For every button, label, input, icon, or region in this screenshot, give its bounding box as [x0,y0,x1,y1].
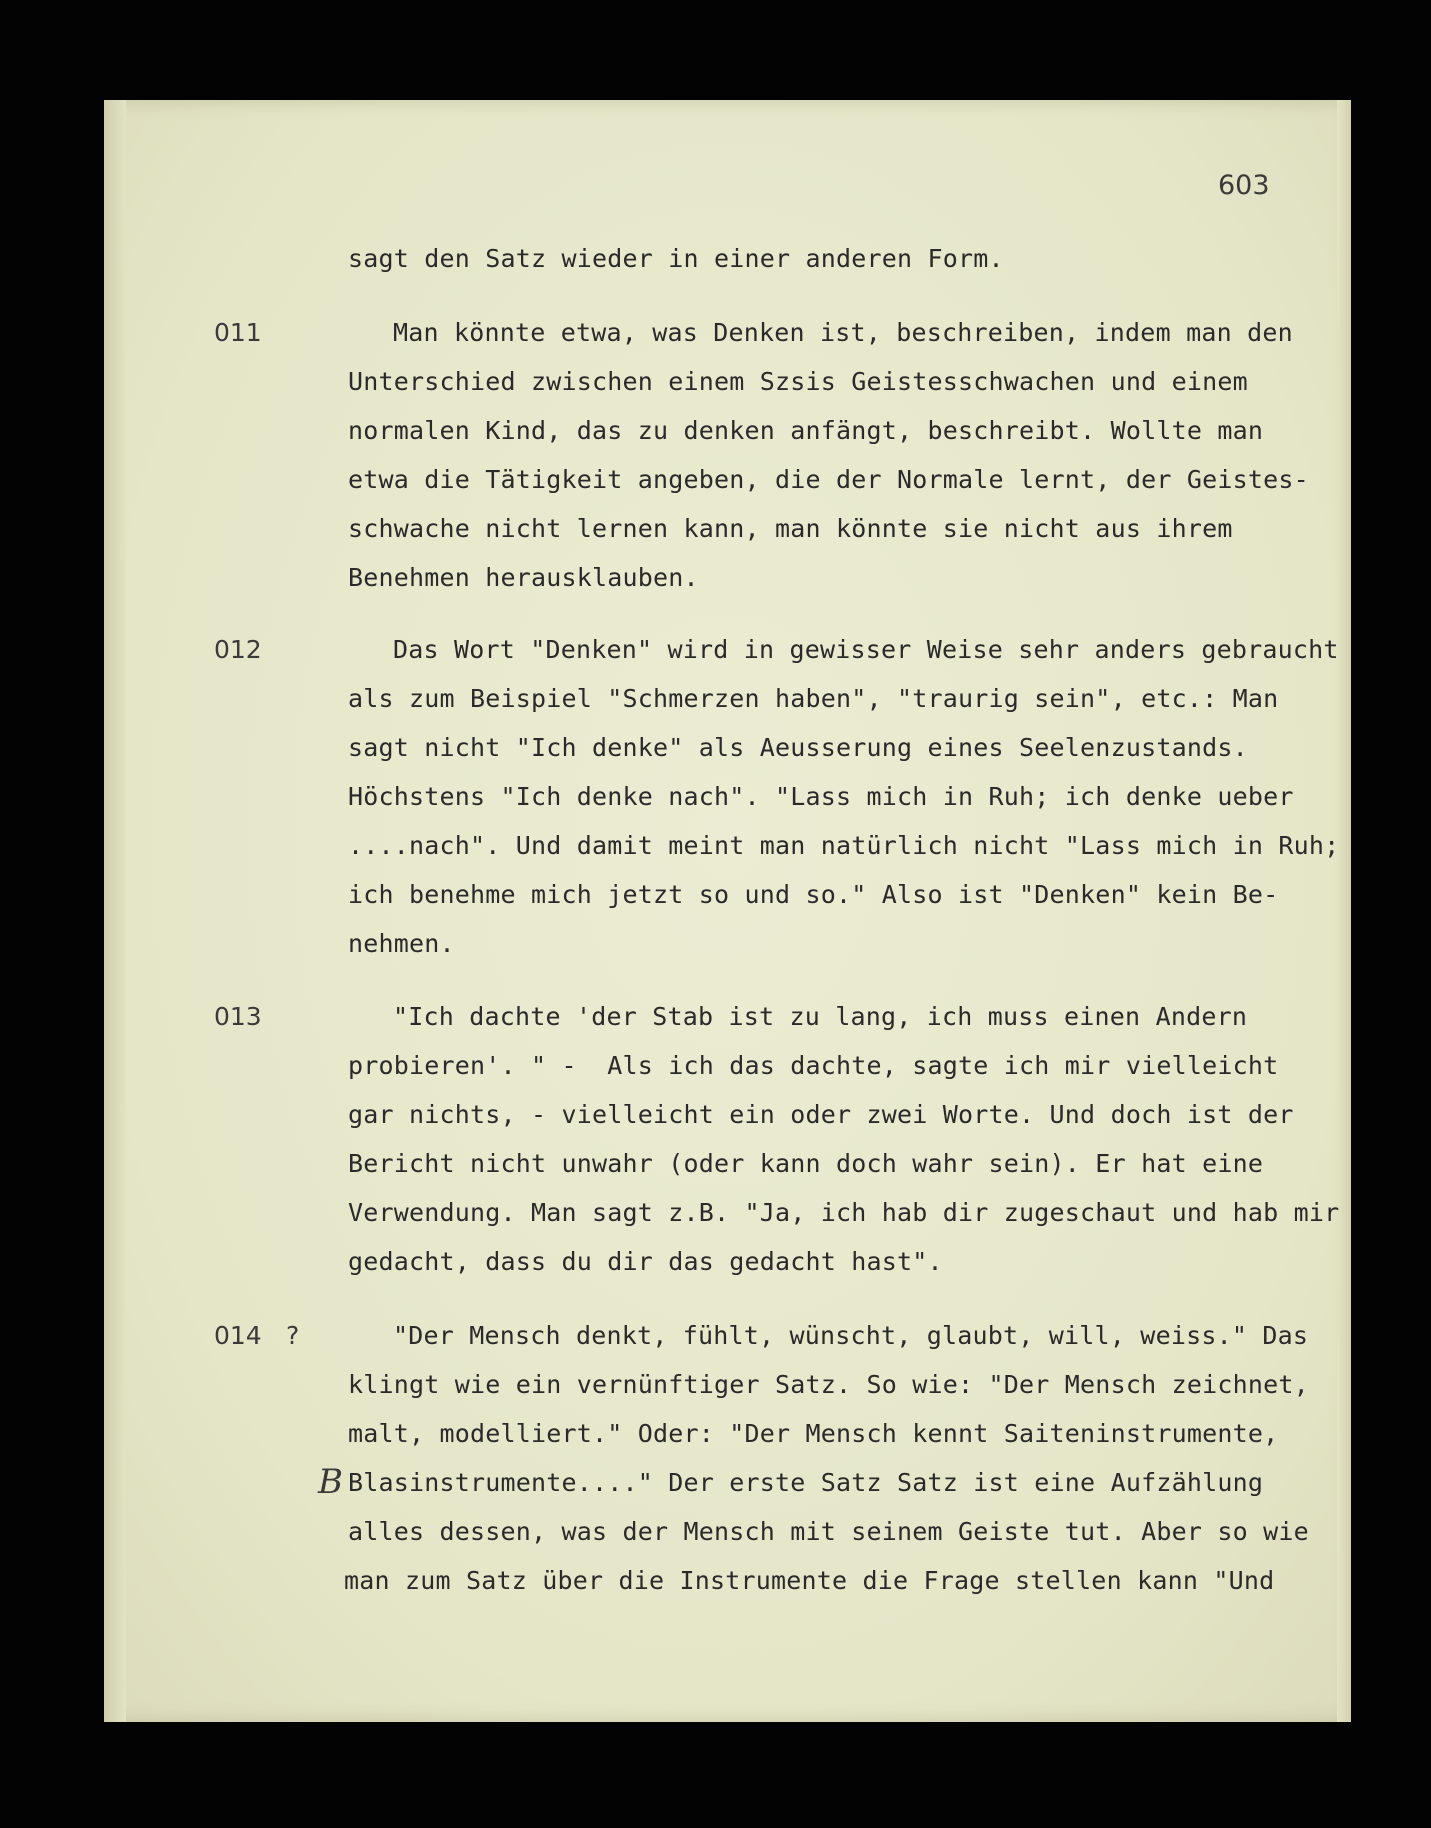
text-line: gedacht, dass du dir das gedacht hast". [348,1247,943,1276]
text-line: etwa die Tätigkeit angeben, die der Normale lernt, der Geistes- [348,465,1309,494]
paper-left-edge [104,100,126,1722]
text-line: klingt wie ein vernünftiger Satz. So wie: "Der Mensch zeichnet, [348,1370,1309,1399]
text-line: man zum Satz über die Instrumente die Frage stellen kann "Und [344,1566,1275,1595]
text-line: Höchstens "Ich denke nach". "Lass mich in Ruh; ich denke ueber [348,782,1294,811]
text-line: "Der Mensch denkt, fühlt, wünscht, glaubt, will, weiss." Das [393,1321,1309,1350]
text-line: alles dessen, was der Mensch mit seinem Geiste tut. Aber so wie [348,1517,1309,1546]
text-line: als zum Beispiel "Schmerzen haben", "traurig sein", etc.: Man [348,684,1279,713]
text-line: Bericht nicht unwahr (oder kann doch wahr sein). Er hat eine [348,1149,1264,1178]
paragraph-number-013: 013 [214,1002,262,1031]
text-line: gar nichts, - vielleicht ein oder zwei Worte. Und doch ist der [348,1100,1294,1129]
page-number: 603 [1218,170,1270,201]
text-line: "Ich dachte 'der Stab ist zu lang, ich muss einen Andern [393,1002,1248,1031]
text-line: Das Wort "Denken" wird in gewisser Weise sehr anders gebraucht [393,635,1339,664]
text-line: Man könnte etwa, was Denken ist, beschreiben, indem man den [393,318,1293,347]
text-line: normalen Kind, das zu denken anfängt, beschreibt. Wollte man [348,416,1264,445]
paragraph-number-011: 011 [214,318,262,347]
paragraph-number-012: 012 [214,635,262,664]
paragraph-number-014: 014 [214,1321,262,1350]
text-line: Verwendung. Man sagt z.B. "Ja, ich hab dir zugeschaut und hab mir [348,1198,1340,1227]
text-line: malt, modelliert." Oder: "Der Mensch kennt Saiteninstrumente, [348,1419,1279,1448]
text-line: Benehmen herausklauben. [348,563,699,592]
text-line: sagt den Satz wieder in einer anderen Form. [348,244,1004,273]
query-mark: ? [286,1321,300,1350]
handwritten-note: B [318,1462,343,1502]
paper-right-edge [1337,100,1351,1722]
text-line: nehmen. [348,929,455,958]
text-line: ....nach". Und damit meint man natürlich nicht "Lass mich in Ruh; [348,831,1340,860]
text-line: schwache nicht lernen kann, man könnte sie nicht aus ihrem [348,514,1233,543]
text-line: sagt nicht "Ich denke" als Aeusserung eines Seelenzustands. [348,733,1248,762]
text-line: Unterschied zwischen einem Szsis Geistesschwachen und einem [348,367,1248,396]
text-line: Blasinstrumente...." Der erste Satz Satz ist eine Aufzählung [348,1468,1264,1497]
text-line: probieren'. " - Als ich das dachte, sagte ich mir vielleicht [348,1051,1279,1080]
text-line: ich benehme mich jetzt so und so." Also ist "Denken" kein Be- [348,880,1279,909]
